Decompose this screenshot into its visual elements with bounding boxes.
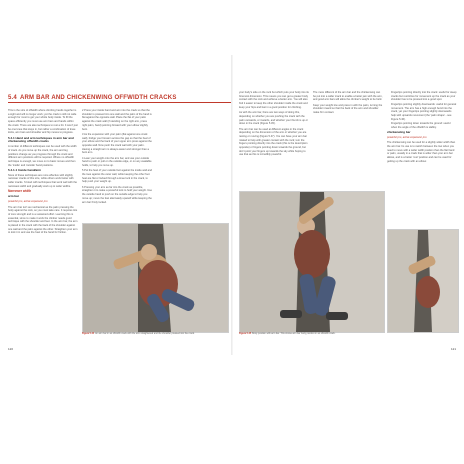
fingertip-list — [387, 91, 457, 130]
page-number: 120 — [8, 347, 14, 351]
figure-label: Figure 5.45 — [239, 333, 252, 335]
right-column-1 — [239, 91, 309, 189]
step-paragraph: 3 As the expansion with your palm (flat against one crack wall), bridge your forearm across the gap so that the heel of your elbow and the back of your upper arm press against the opposite wall. Now push the crack wall with your palm. Having a straight arm is always easier and stronger than a bent arm. — [82, 132, 152, 155]
right-page — [233, 55, 462, 355]
left-figure-photo — [82, 223, 229, 333]
technique-subtitle: powerful pro, active expansion pro — [387, 136, 427, 140]
body-paragraph: your body's side on the rock but which puts your body into its foremost dimension. This means you can get a greater body contact with the rock and achieve a better arm. You will also find it easier to keep the other shoulder inside the crack and keep your hips and feet in a good position for climbing. — [239, 91, 309, 109]
body-paragraph: The chickenwing can be used for a slightly wider width than the arm bar. Its use is to switch between the two when you need to move with a wider width position than the flat hand or palm, usually in a crack that is wider than your arm bar allows, and is a better ‘rest’ position and can be used for getting up the crack with an elbow. — [387, 141, 456, 163]
step-paragraph: 6 Pressing your arm as far into the crack as possible, straighten it to make a powerful lock to hold your weight. Use the outside hand to push on the outside edge to help you move up; move the feet alternately upward while keeping the arm bar firmly locked. — [82, 185, 152, 204]
body-paragraph: A number of different techniques can be used with the width of crack. As you move up the crack, the arm and leg positions change as you progress through the crack and different arm positions will be required. Where no offwidth technique is enough, we move on to basic moves and then the 'inside' and 'outside' hand positions. — [8, 145, 77, 167]
section-number: 5.4 — [8, 95, 17, 101]
right-figure-photo — [239, 191, 385, 333]
body-paragraph: None of these techniques are more effective with slightly narrower cracks of this size, while others work better with wider cracks. I'd start with techniques that work well with the narrowest width and gradually work up to wider widths. — [8, 173, 77, 188]
right-figure-caption — [239, 333, 383, 336]
left-folio — [8, 347, 13, 351]
right-column-2 — [313, 91, 383, 189]
intro-paragraph: This is the size of offwidth where climbing hands together is a sight and will no longer work; yet the crack is still not wide enough for most to get your whole body inside. To fill the space efficiently you must use arm bars and hands within the crack. There are also techniques to rest a bit. It won't just be one knee that stays in, but rather a combination of knee locks, arm bars and shoulder and hip moves to progress. — [8, 109, 78, 135]
right-column-3 — [387, 91, 457, 225]
subsection-heading: 5.4.1.1 Inside hand/arm — [8, 167, 42, 172]
step-paragraph: 4 Lean your weight onto the arm bar, and use your outside hand to push or pull on the outside edge, or on any available holds, to help you move up. — [82, 156, 152, 168]
left-figure-caption — [82, 333, 227, 336]
list-item: • Fingertips pointing down towards the ground: useful when the angle of the offwidth is slabby. — [391, 122, 457, 129]
climber-photo-right — [240, 192, 384, 332]
body-paragraph: The more different of the arm bar and the chickenwing can be put into a wider crack to enable a better jam with the arm, and good arm bars will allow the climber's weight to be held. — [313, 91, 383, 102]
body-paragraph: The arm bar can be used at different angles in the crack depending on the dimension of the arm or whether you are resting or moving (Figure 5.47). You can have your arm bar rotated to help with greater contact with the rock; turn the fingers pointing directly into the crack (this is the description opposite) or fingers pointing down towards the ground, but don't point your fingers up towards the sky while hoping to use that as this is incredibly powerful. — [239, 127, 308, 157]
body-paragraph: The arm bar isn't as mechanical as the palm pressing the body against the rock, so you must take care. It requires lots of core strength and is a sustained effort. Learning this is essential, since to make it work the climber needs good technique with the shoulder and feet. In the arm bar, the arm is placed in the crack with the back of the shoulder against one wall and the palm against the other. Straighten your arm to lock it in and use the heel of the hand for friction. — [8, 205, 78, 235]
left-column-2 — [82, 109, 152, 215]
step-paragraph: 5 Put the heel of your outside foot against the inside wall and the toes against the outer wall, while keeping the other foot heel-toe flat or locked through a knee lock in the crack, to help push your weight up. — [82, 169, 152, 184]
technique-subtitle: powerful pro, active expansion pro — [8, 200, 48, 204]
figure-label: Figure 5.44 — [82, 333, 95, 335]
left-column-1 — [8, 109, 78, 345]
list-item: • Fingertips pointing directly into the crack: useful for steep cracks but restrictive for movement up the crack as your shoulder has to be pressed into a good spot. — [391, 91, 457, 102]
page-number: 121 — [450, 347, 456, 351]
list-item: • Fingertips pointing slightly downwards: useful for general movement. The arm has a high enough bend into the crack, yet your fingertips pointing slightly downwards help with upwards movement (the 'palm shape' - see Figure 5.46). — [391, 103, 457, 122]
body-paragraph: Keep your weight low and press in with the palm, turning the shoulder inward so that the back of the arm and shoulder make firm contact. — [313, 103, 383, 115]
technique-heading: arm bar — [8, 194, 20, 199]
climber-photo-left — [83, 224, 228, 332]
arm-detail-photo — [388, 230, 458, 332]
right-small-figure — [387, 229, 459, 333]
right-folio — [451, 347, 456, 351]
section-title-text: ARM BAR AND CHICKENWING OFFWIDTH CRACKS — [19, 95, 177, 101]
section-title — [8, 95, 231, 103]
width-heading: Narrower width — [8, 189, 32, 194]
left-page — [2, 55, 231, 355]
step-paragraph: 2 Press your inside hand and arm into the crack so that the shoulder is pressed into one wall and the palm of the hand is flat against the opposite wall. Place the flat of your palm against the crack wall (if standing on the right arm, press right palm, hand) pointing forward with your elbow slightly bent. — [82, 109, 152, 131]
body-paragraph: As with the arm bar, there are two ways of doing this, depending on whether you are pushing the crack with the palm outwards, or inwards, and whether your thumb is up or down in the crack (Figure 5.45). — [239, 111, 308, 126]
book-spread — [2, 55, 462, 355]
technique-heading: chickenwing bar — [387, 130, 411, 135]
figure-caption-text: An arm bar in an offwidth crack with the arm straightened and the shoulder pressed into the crack. — [95, 333, 195, 335]
subsection-heading: 5.4.1 Hand and arm techniques in arm bar and chickenwing offwidth cracks — [8, 135, 74, 144]
figure-caption-text: Body position with arm bar. This shows arm bar body position in an offwidth crack. — [252, 333, 336, 335]
